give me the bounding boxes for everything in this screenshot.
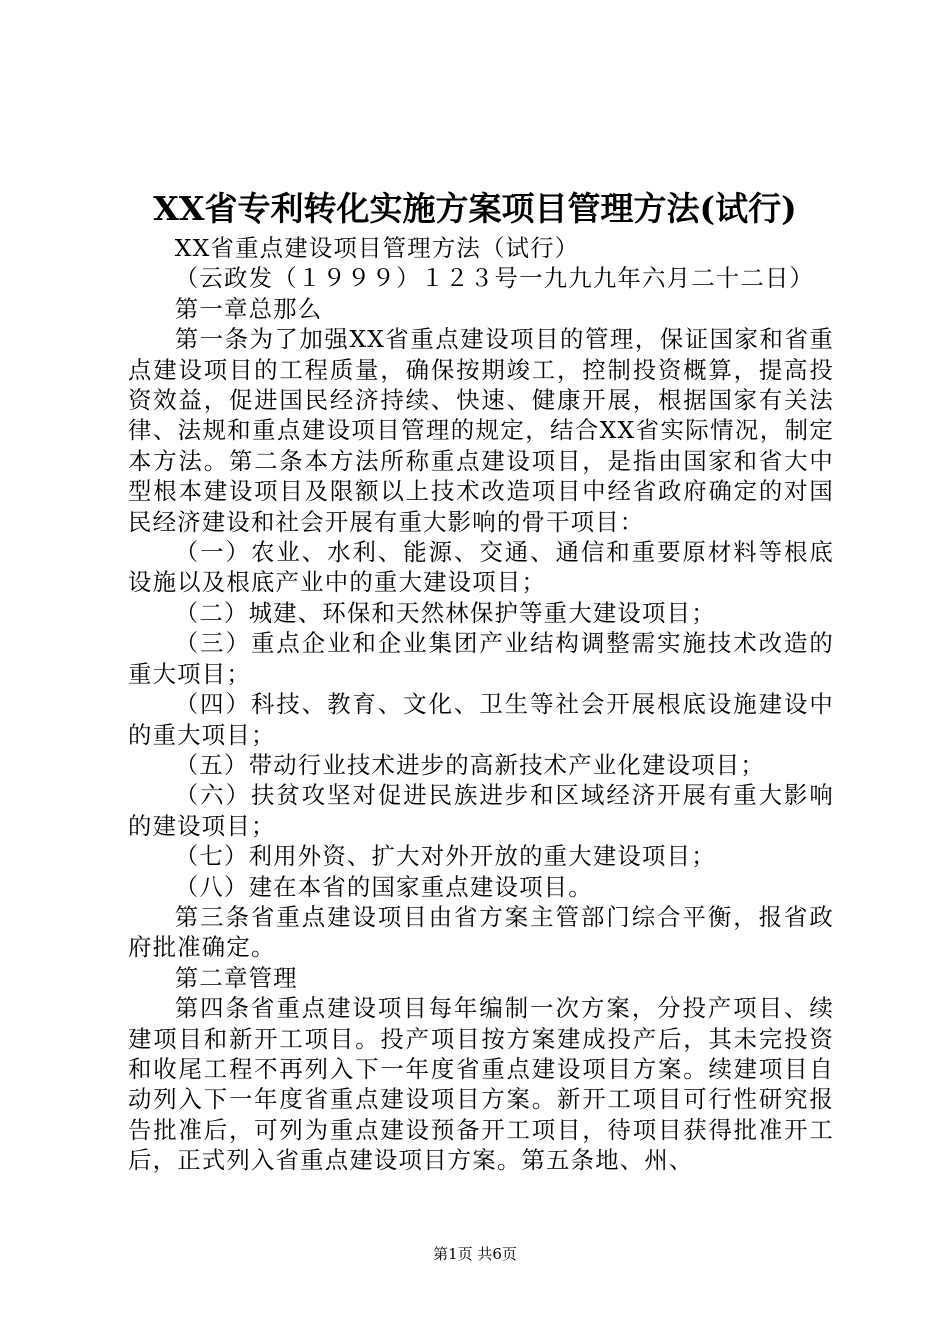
paragraph-item-1: （一）农业、水利、能源、交通、通信和重要原材料等根底设施以及根底产业中的重大建设项目； — [128, 538, 834, 597]
paragraph-article-1-2: 第一条为了加强XX省重点建设项目的管理，保证国家和省重点建设项目的工程质量，确保按期竣工，控制投资概算，提高投资效益，促进国民经济持续、快速、健康开展，根据国家有关法律、法规和重点建设项目管理的规定，结合XX省实际情况，制定本方法。第二条本方法所称重点建设项目，是指由国家和省大中型根本建设项目及限额以上技术改造项目中经省政府确定的对国民经济建设和社会开展有重大影响的骨干项目： — [128, 325, 834, 536]
paragraph-chapter-2: 第二章管理 — [174, 963, 298, 992]
paragraph-item-5: （五）带动行业技术进步的高新技术产业化建设项目； — [174, 750, 765, 779]
document-title: XX省专利转化实施方案项目管理方法(试行) — [153, 189, 797, 228]
page-number-label: 第1页 共6页 — [433, 1245, 517, 1263]
paragraph-item-7: （七）利用外资、扩大对外开放的重大建设项目； — [174, 842, 716, 871]
page-footer — [0, 1244, 950, 1264]
document-body — [128, 233, 834, 1176]
paragraph-item-3: （三）重点企业和企业集团产业结构调整需实施技术改造的重大项目； — [128, 629, 834, 688]
paragraph-chapter-1: 第一章总那么 — [174, 294, 323, 323]
paragraph-item-4: （四）科技、教育、文化、卫生等社会开展根底设施建设中的重大项目； — [128, 690, 834, 749]
paragraph-item-8: （八）建在本省的国家重点建设项目。 — [174, 872, 593, 901]
paragraph-article-3: 第三条省重点建设项目由省方案主管部门综合平衡，报省政府批准确定。 — [128, 902, 834, 962]
paragraph-subtitle: XX省重点建设项目管理方法（试行） — [174, 234, 580, 262]
paragraph-item-2: （二）城建、环保和天然林保护等重大建设项目； — [174, 598, 716, 627]
paragraph-item-6: （六）扶贫攻坚对促进民族进步和区域经济开展有重大影响的建设项目； — [128, 781, 834, 840]
paragraph-issuance: （云政发（１９９９）１２３号一九九九年六月二十二日） — [174, 264, 815, 293]
paragraph-article-4-5: 第四条省重点建设项目每年编制一次方案，分投产项目、续建项目和新开工项目。投产项目按方案建成投产后，其未完投资和收尾工程不再列入下一年度省重点建设项目方案。续建项目自动列入下一年度省重点建设项目方案。新开工项目可行性研究报告批准后，可列为重点建设预备开工项目，待项目获得批准开工后，正式列入省重点建设项目方案。第五条地、州、 — [128, 994, 834, 1175]
